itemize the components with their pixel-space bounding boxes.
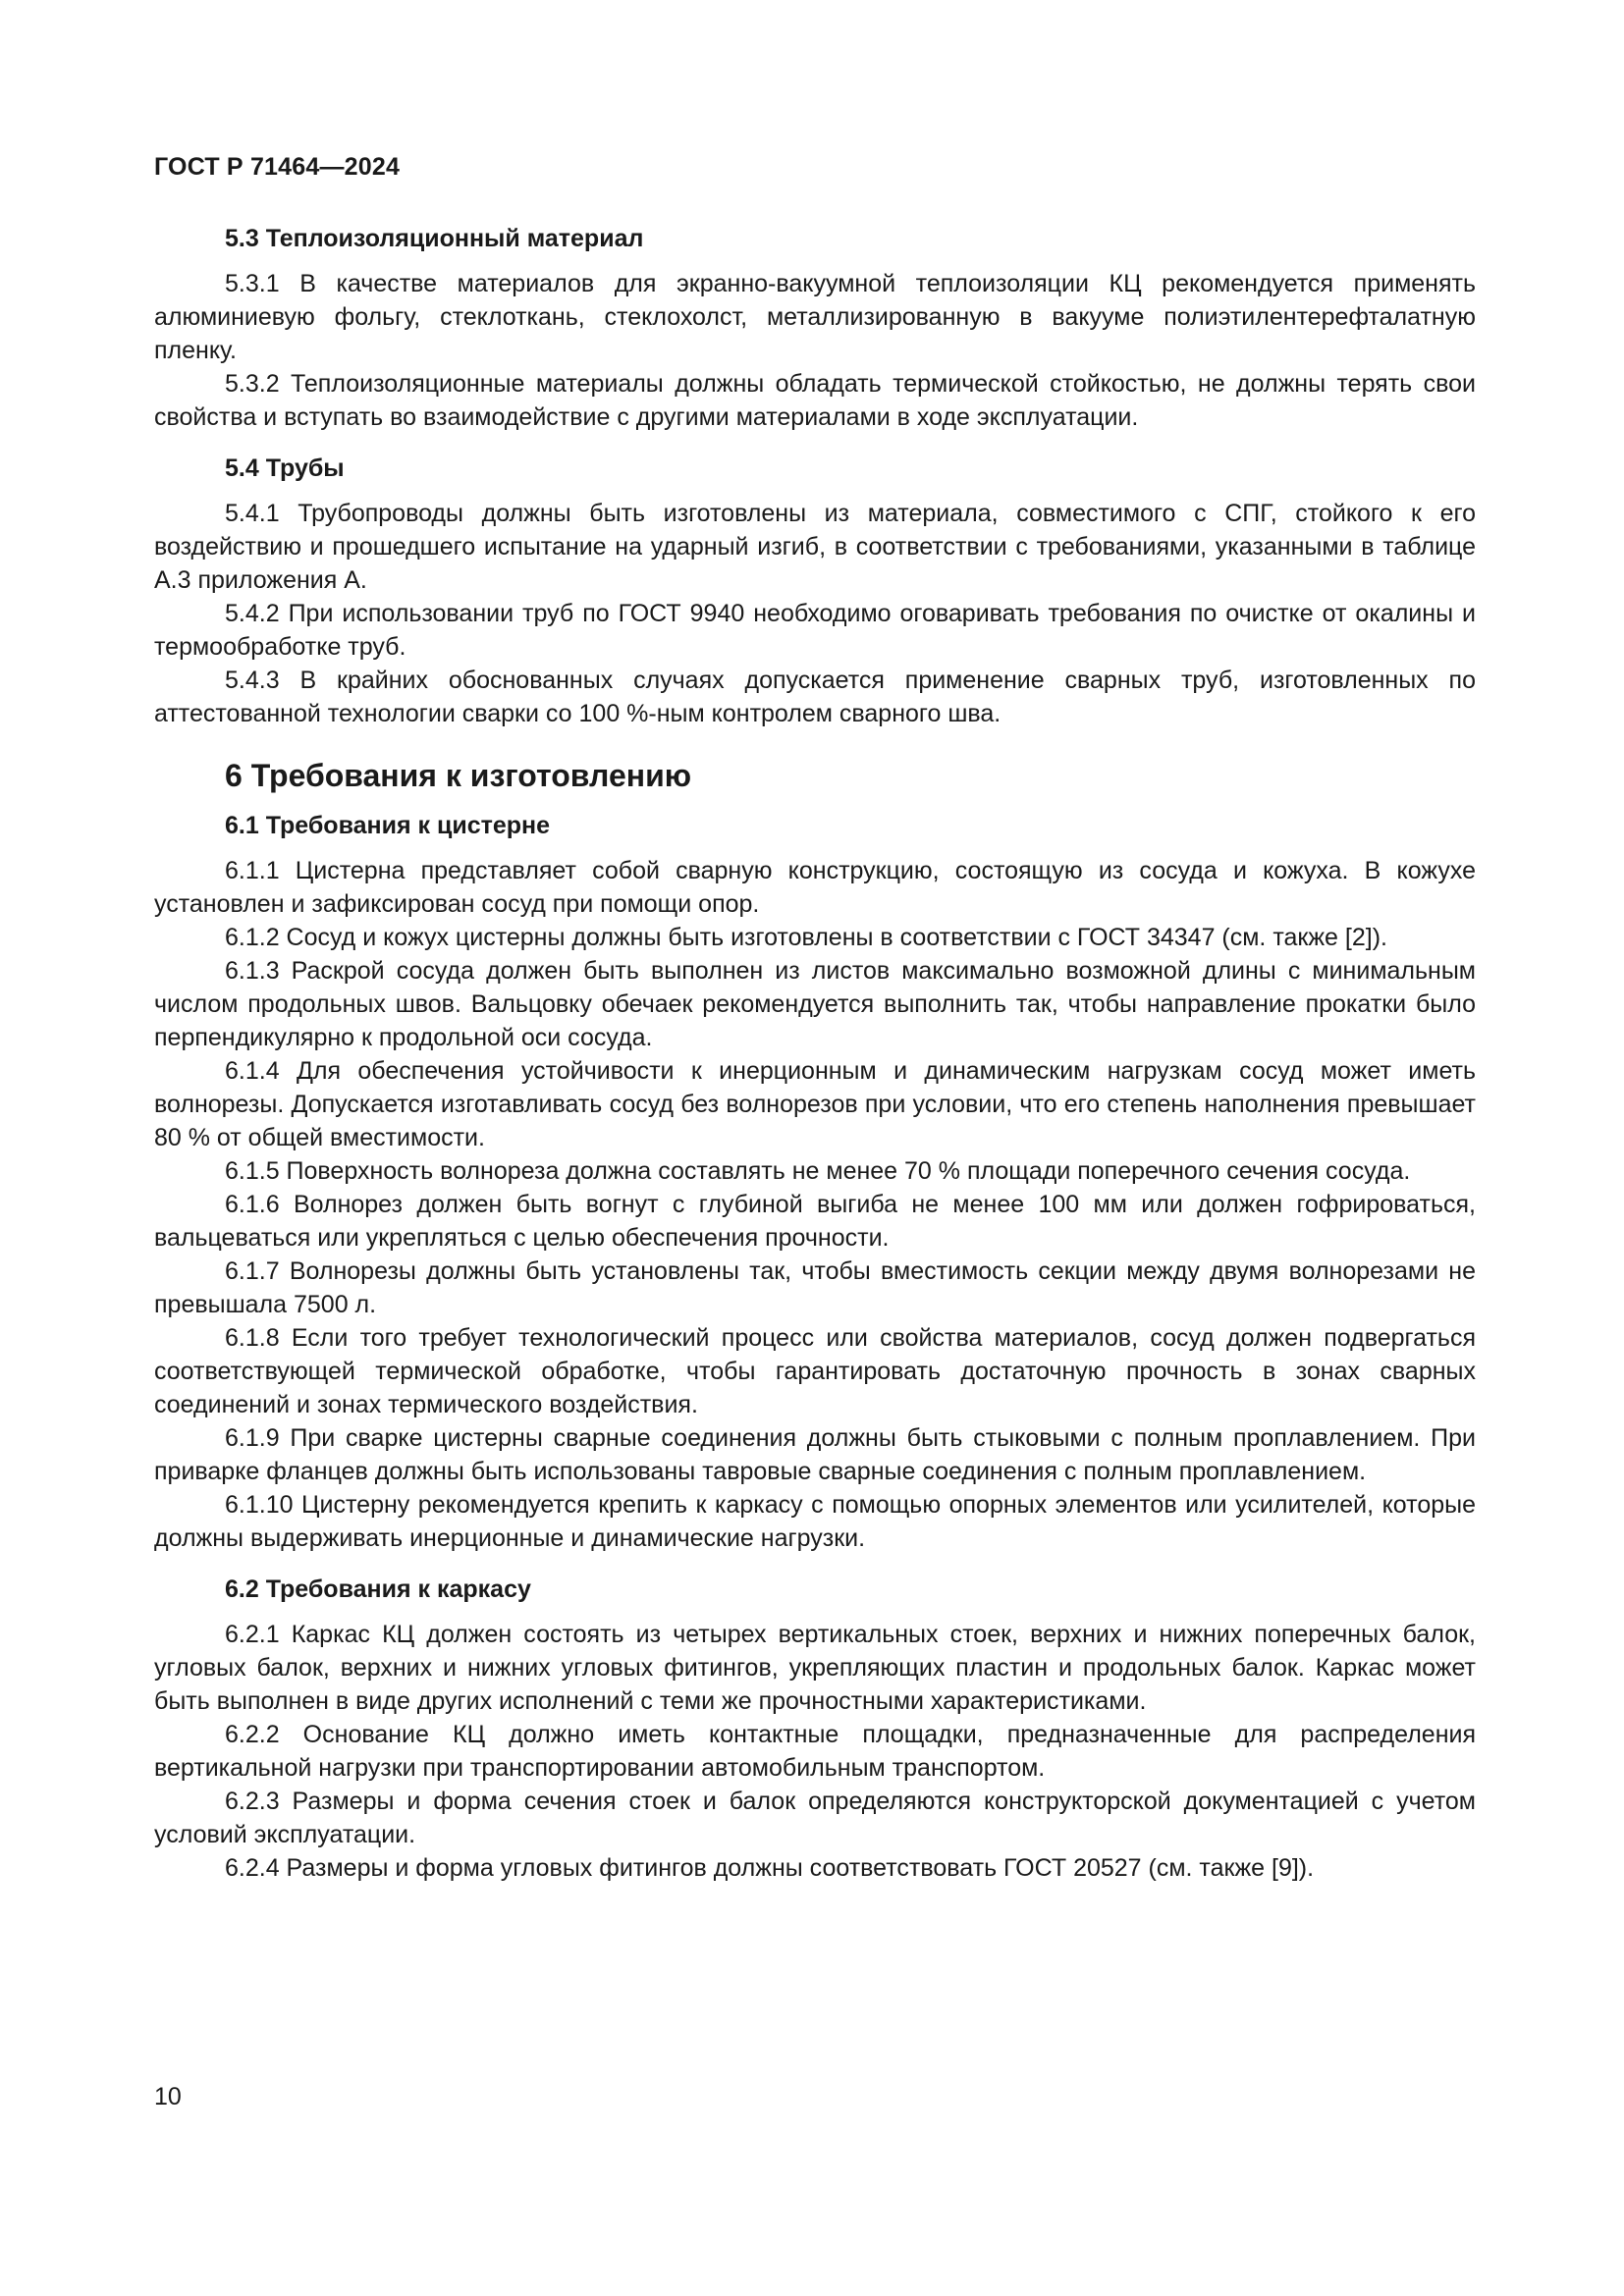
- paragraph-6-2-1: 6.2.1 Каркас КЦ должен состоять из четырех вертикальных стоек, верхних и нижних поперечных балок, угловых балок, верхних и нижних угловых фитингов, укрепляющих пластин и продольных балок. Каркас может быть выполнен в виде других исполнений с теми же прочностными характеристиками.: [154, 1621, 1476, 1715]
- subsection-heading-6-2: 6.2 Требования к каркасу: [225, 1575, 531, 1603]
- subsection-heading-5-4: 5.4 Трубы: [225, 454, 345, 482]
- paragraph-6-1-9: 6.1.9 При сварке цистерны сварные соединения должны быть стыковыми с полным проплавлением. При приварке фланцев должны быть использованы тавровые сварные соединения с полным проплавлением.: [154, 1424, 1476, 1485]
- paragraph-6-2-4: 6.2.4 Размеры и форма угловых фитингов должны соответствовать ГОСТ 20527 (см. также [9]).: [225, 1854, 1315, 1882]
- subsection-heading-5-3: 5.3 Теплоизоляционный материал: [225, 225, 644, 252]
- paragraph-6-1-1: 6.1.1 Цистерна представляет собой сварную конструкцию, состоящую из сосуда и кожуха. В кожухе установлен и зафиксирован сосуд при помощи опор.: [154, 857, 1476, 918]
- paragraph-6-1-4: 6.1.4 Для обеспечения устойчивости к инерционным и динамическим нагрузкам сосуд может иметь волнорезы. Допускается изготавливать сосуд без волнорезов при условии, что его степень наполнения превышает 80 % от общей вместимости.: [154, 1057, 1476, 1151]
- paragraph-6-1-3: 6.1.3 Раскрой сосуда должен быть выполнен из листов максимально возможной длины с минимальным числом продольных швов. Вальцовку обечаек рекомендуется выполнить так, чтобы направление прокатки было перпендикулярно к продольной оси сосуда.: [154, 957, 1476, 1051]
- paragraph-6-1-7: 6.1.7 Волнорезы должны быть установлены так, чтобы вместимость секции между двумя волнорезами не превышала 7500 л.: [154, 1257, 1476, 1318]
- paragraph-6-2-2: 6.2.2 Основание КЦ должно иметь контактные площадки, предназначенные для распределения вертикальной нагрузки при транспортировании автомобильным транспортом.: [154, 1721, 1476, 1782]
- page-number: 10: [154, 2083, 182, 2110]
- paragraph-5-4-1: 5.4.1 Трубопроводы должны быть изготовлены из материала, совместимого с СПГ, стойкого к его воздействию и прошедшего испытание на ударный изгиб, в соответствии с требованиями, указанными в таблице А.3 приложения А.: [154, 500, 1476, 594]
- section-heading-6: 6 Требования к изготовлению: [225, 758, 692, 793]
- paragraph-5-4-3: 5.4.3 В крайних обоснованных случаях допускается применение сварных труб, изготовленных по аттестованной технологии сварки со 100 %-ным контролем сварного шва.: [154, 667, 1476, 727]
- paragraph-6-1-8: 6.1.8 Если того требует технологический процесс или свойства материалов, сосуд должен подвергаться соответствующей термической обработке, чтобы гарантировать достаточную прочность в зонах сварных соединений и зонах термического воздействия.: [154, 1324, 1476, 1418]
- paragraph-6-2-3: 6.2.3 Размеры и форма сечения стоек и балок определяются конструкторской документацией с учетом условий эксплуатации.: [154, 1788, 1476, 1848]
- subsection-heading-6-1: 6.1 Требования к цистерне: [225, 812, 551, 839]
- paragraph-5-4-2: 5.4.2 При использовании труб по ГОСТ 9940 необходимо оговаривать требования по очистке от окалины и термообработке труб.: [154, 600, 1476, 661]
- paragraph-6-1-2: 6.1.2 Сосуд и кожух цистерны должны быть изготовлены в соответствии с ГОСТ 34347 (см. также [2]).: [225, 924, 1387, 951]
- paragraph-6-1-10: 6.1.10 Цистерну рекомендуется крепить к каркасу с помощью опорных элементов или усилителей, которые должны выдерживать инерционные и динамические нагрузки.: [154, 1491, 1476, 1552]
- paragraph-6-1-5: 6.1.5 Поверхность волнореза должна составлять не менее 70 % площади поперечного сечения сосуда.: [225, 1157, 1411, 1185]
- paragraph-5-3-2: 5.3.2 Теплоизоляционные материалы должны обладать термической стойкостью, не должны терять свои свойства и вступать во взаимодействие с другими материалами в ходе эксплуатации.: [154, 370, 1476, 431]
- document-header: ГОСТ Р 71464—2024: [154, 153, 401, 181]
- document-body: [154, 222, 1476, 1885]
- paragraph-5-3-1: 5.3.1 В качестве материалов для экранно-вакуумной теплоизоляции КЦ рекомендуется применять алюминиевую фольгу, стеклоткань, стеклохолст, металлизированную в вакууме полиэтилентерефталатную пленку.: [154, 270, 1476, 364]
- paragraph-6-1-6: 6.1.6 Волнорез должен быть вогнут с глубиной выгиба не менее 100 мм или должен гофрироваться, вальцеваться или укрепляться с целью обеспечения прочности.: [154, 1191, 1476, 1252]
